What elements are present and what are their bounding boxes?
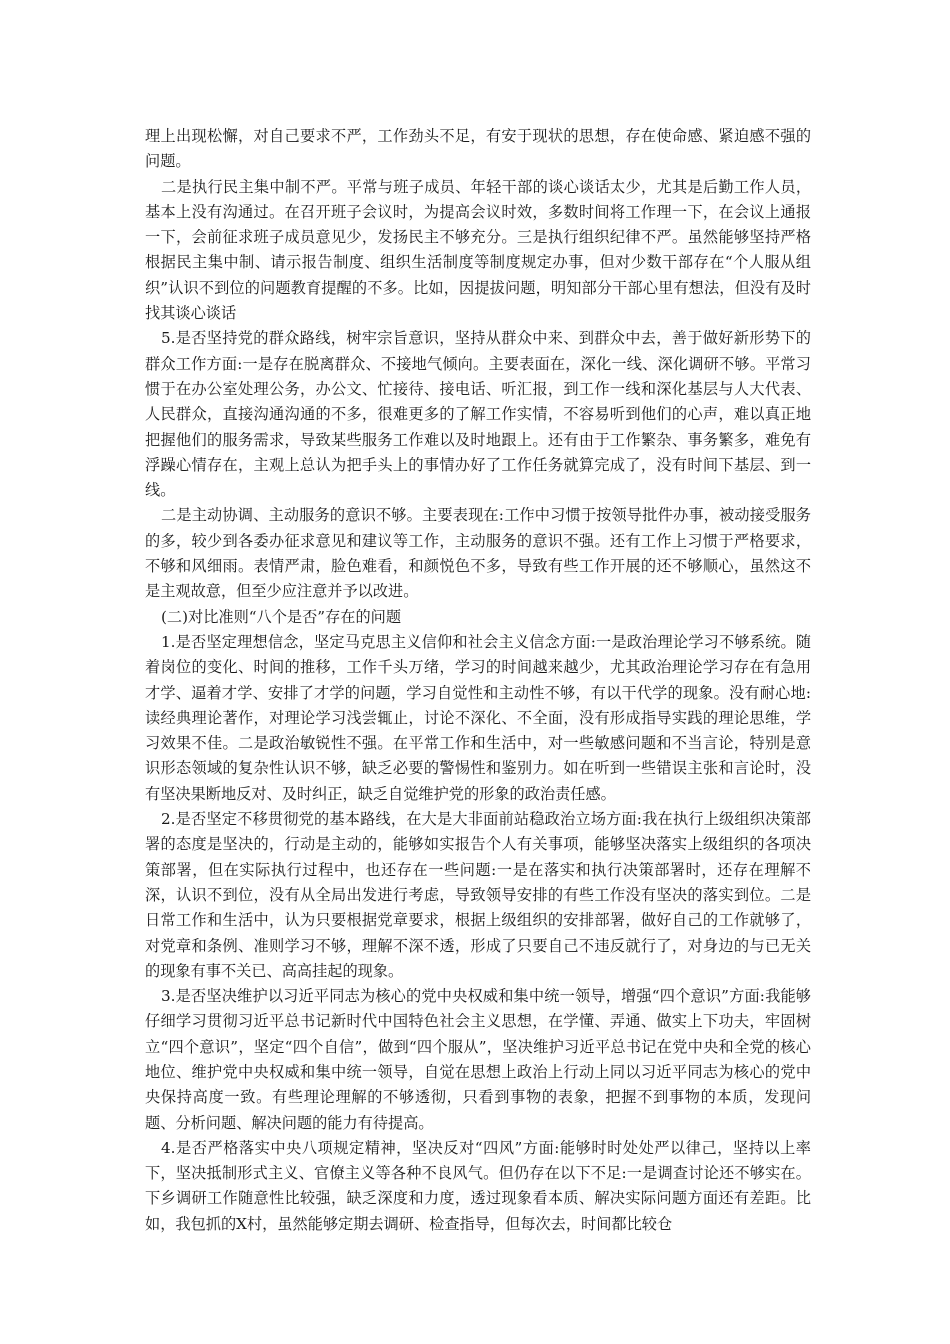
paragraph-7: 2.是否坚定不移贯彻党的基本路线，在大是大非面前站稳政治立场方面:我在执行上级组织决策部署的态度是坚决的，行动是主动的，能够如实报告个人有关事项，能够坚决落实上级组织的各项决策部署，但在实际执行过程中，也还存在一些问题:一是在落实和执行决策部署时，还存在理解不深，认识不到位，没有从全局出发进行考虑，导致领导安排的有些工作没有坚决的落实到位。二是日常工作和生活中，认为只要根据党章要求，根据上级组织的安排部署，做好自己的工作就够了，对党章和条例、准则学习不够，理解不深不透，形成了只要自己不违反就行了，对身边的与已无关的现象有事不关已、高高挂起的现象。 bbox=[145, 810, 811, 980]
paragraph-6: 1.是否坚定理想信念，坚定马克思主义信仰和社会主义信念方面:一是政治理论学习不够系统。随着岗位的变化、时间的推移，工作千头万绪，学习的时间越来越少，尤其政治理论学习存在有急用才学、逼着才学、安排了才学的问题，学习自觉性和主动性不够，有以干代学的现象。没有耐心地:读经典理论著作，对理论学习浅尝辄止，讨论不深化、不全面，没有形成指导实践的理论思维，学习效果不佳。二是政治敏锐性不强。在平常工作和生活中，对一些敏感问题和不当言论，特别是意识形态领域的复杂性认识不够，缺乏必要的警惕性和鉴别力。如在听到一些错误主张和言论时，没有坚决果断地反对、及时纠正，缺乏自觉维护党的形象的政治责任感。 bbox=[145, 632, 811, 803]
paragraph-2: 二是执行民主集中制不严。平常与班子成员、年轻干部的谈心谈话太少，尤其是后勤工作人员，基本上没有沟通过。在召开班子会议时，为提高会议时效，多数时间将工作理一下，在会议上通报一下，会前征求班子成员意见少，发扬民主不够充分。三是执行组织纪律不严。虽然能够坚持严格根据民主集中制、请示报告制度、组织生活制度等制度规定办事，但对少数干部存在“个人服从组织”认识不到位的问题教育提醒的不多。比如，因提拔问题，明知部分干部心里有想法，但没有及时找其谈心谈话 bbox=[145, 177, 811, 323]
paragraph-8: 3.是否坚决维护以习近平同志为核心的党中央权威和集中统一领导，增强“四个意识”方面:我能够仔细学习贯彻习近平总书记新时代中国特色社会主义思想，在学懂、弄通、做实上下功夫，牢固树立“四个意识”，坚定“四个自信”，做到“四个服从”，坚决维护习近平总书记在党中央和全党的核心地位、维护党中央权威和集中统一领导，自觉在思想上政治上行动上同以习近平同志为核心的党中央保持高度一致。有些理论理解的不够透彻，只看到事物的表象，把握不到事物的本质，发现问题、分析问题、解决问题的能力有待提高。 bbox=[145, 987, 811, 1132]
paragraph-4: 二是主动协调、主动服务的意识不够。主要表现在:工作中习惯于按领导批件办事，被动接受服务的多，较少到各委办征求意见和建议等工作，主动服务的意识不强。还有工作上习惯于严格要求，不够和风细雨。表情严肃，脸色难看，和颜悦色不多，导致有些工作开展的还不够顺心，虽然这不是主观故意，但至少应注意并予以改进。 bbox=[145, 506, 811, 601]
paragraph-1: 理上出现松懈，对自己要求不严，工作劲头不足，有安于现状的思想，存在使命感、紧迫感不强的问题。 bbox=[145, 127, 811, 171]
section-heading: (二)对比准则“八个是否”存在的问题 bbox=[161, 607, 402, 626]
document-body bbox=[145, 124, 811, 1237]
paragraph-9: 4.是否严格落实中央八项规定精神，坚决反对“四风”方面:能够时时处处严以律己，坚持以上率下，坚决抵制形式主义、官僚主义等各种不良风气。但仍存在以下不足:一是调查讨论还不够实在。下乡调研工作随意性比较强，缺乏深度和力度，透过现象看本质、解决实际问题方面还有差距。比如，我包抓的X村，虽然能够定期去调研、检查指导，但每次去，时间都比较仓 bbox=[145, 1138, 811, 1233]
paragraph-3: 5.是否坚持党的群众路线，树牢宗旨意识，坚持从群众中来、到群众中去，善于做好新形势下的群众工作方面:一是存在脱离群众、不接地气倾向。主要表面在，深化一线、深化调研不够。平常习惯于在办公室处理公务，办公文、忙接待、接电话、听汇报，到工作一线和深化基层与人大代表、人民群众，直接沟通沟通的不多，很难更多的了解工作实情，不容易听到他们的心声，难以真正地把握他们的服务需求，导致某些服务工作难以及时地跟上。还有由于工作繁杂、事务繁多，难免有浮躁心情存在，主观上总认为把手头上的事情办好了工作任务就算完成了，没有时间下基层、到一线。 bbox=[145, 329, 811, 500]
